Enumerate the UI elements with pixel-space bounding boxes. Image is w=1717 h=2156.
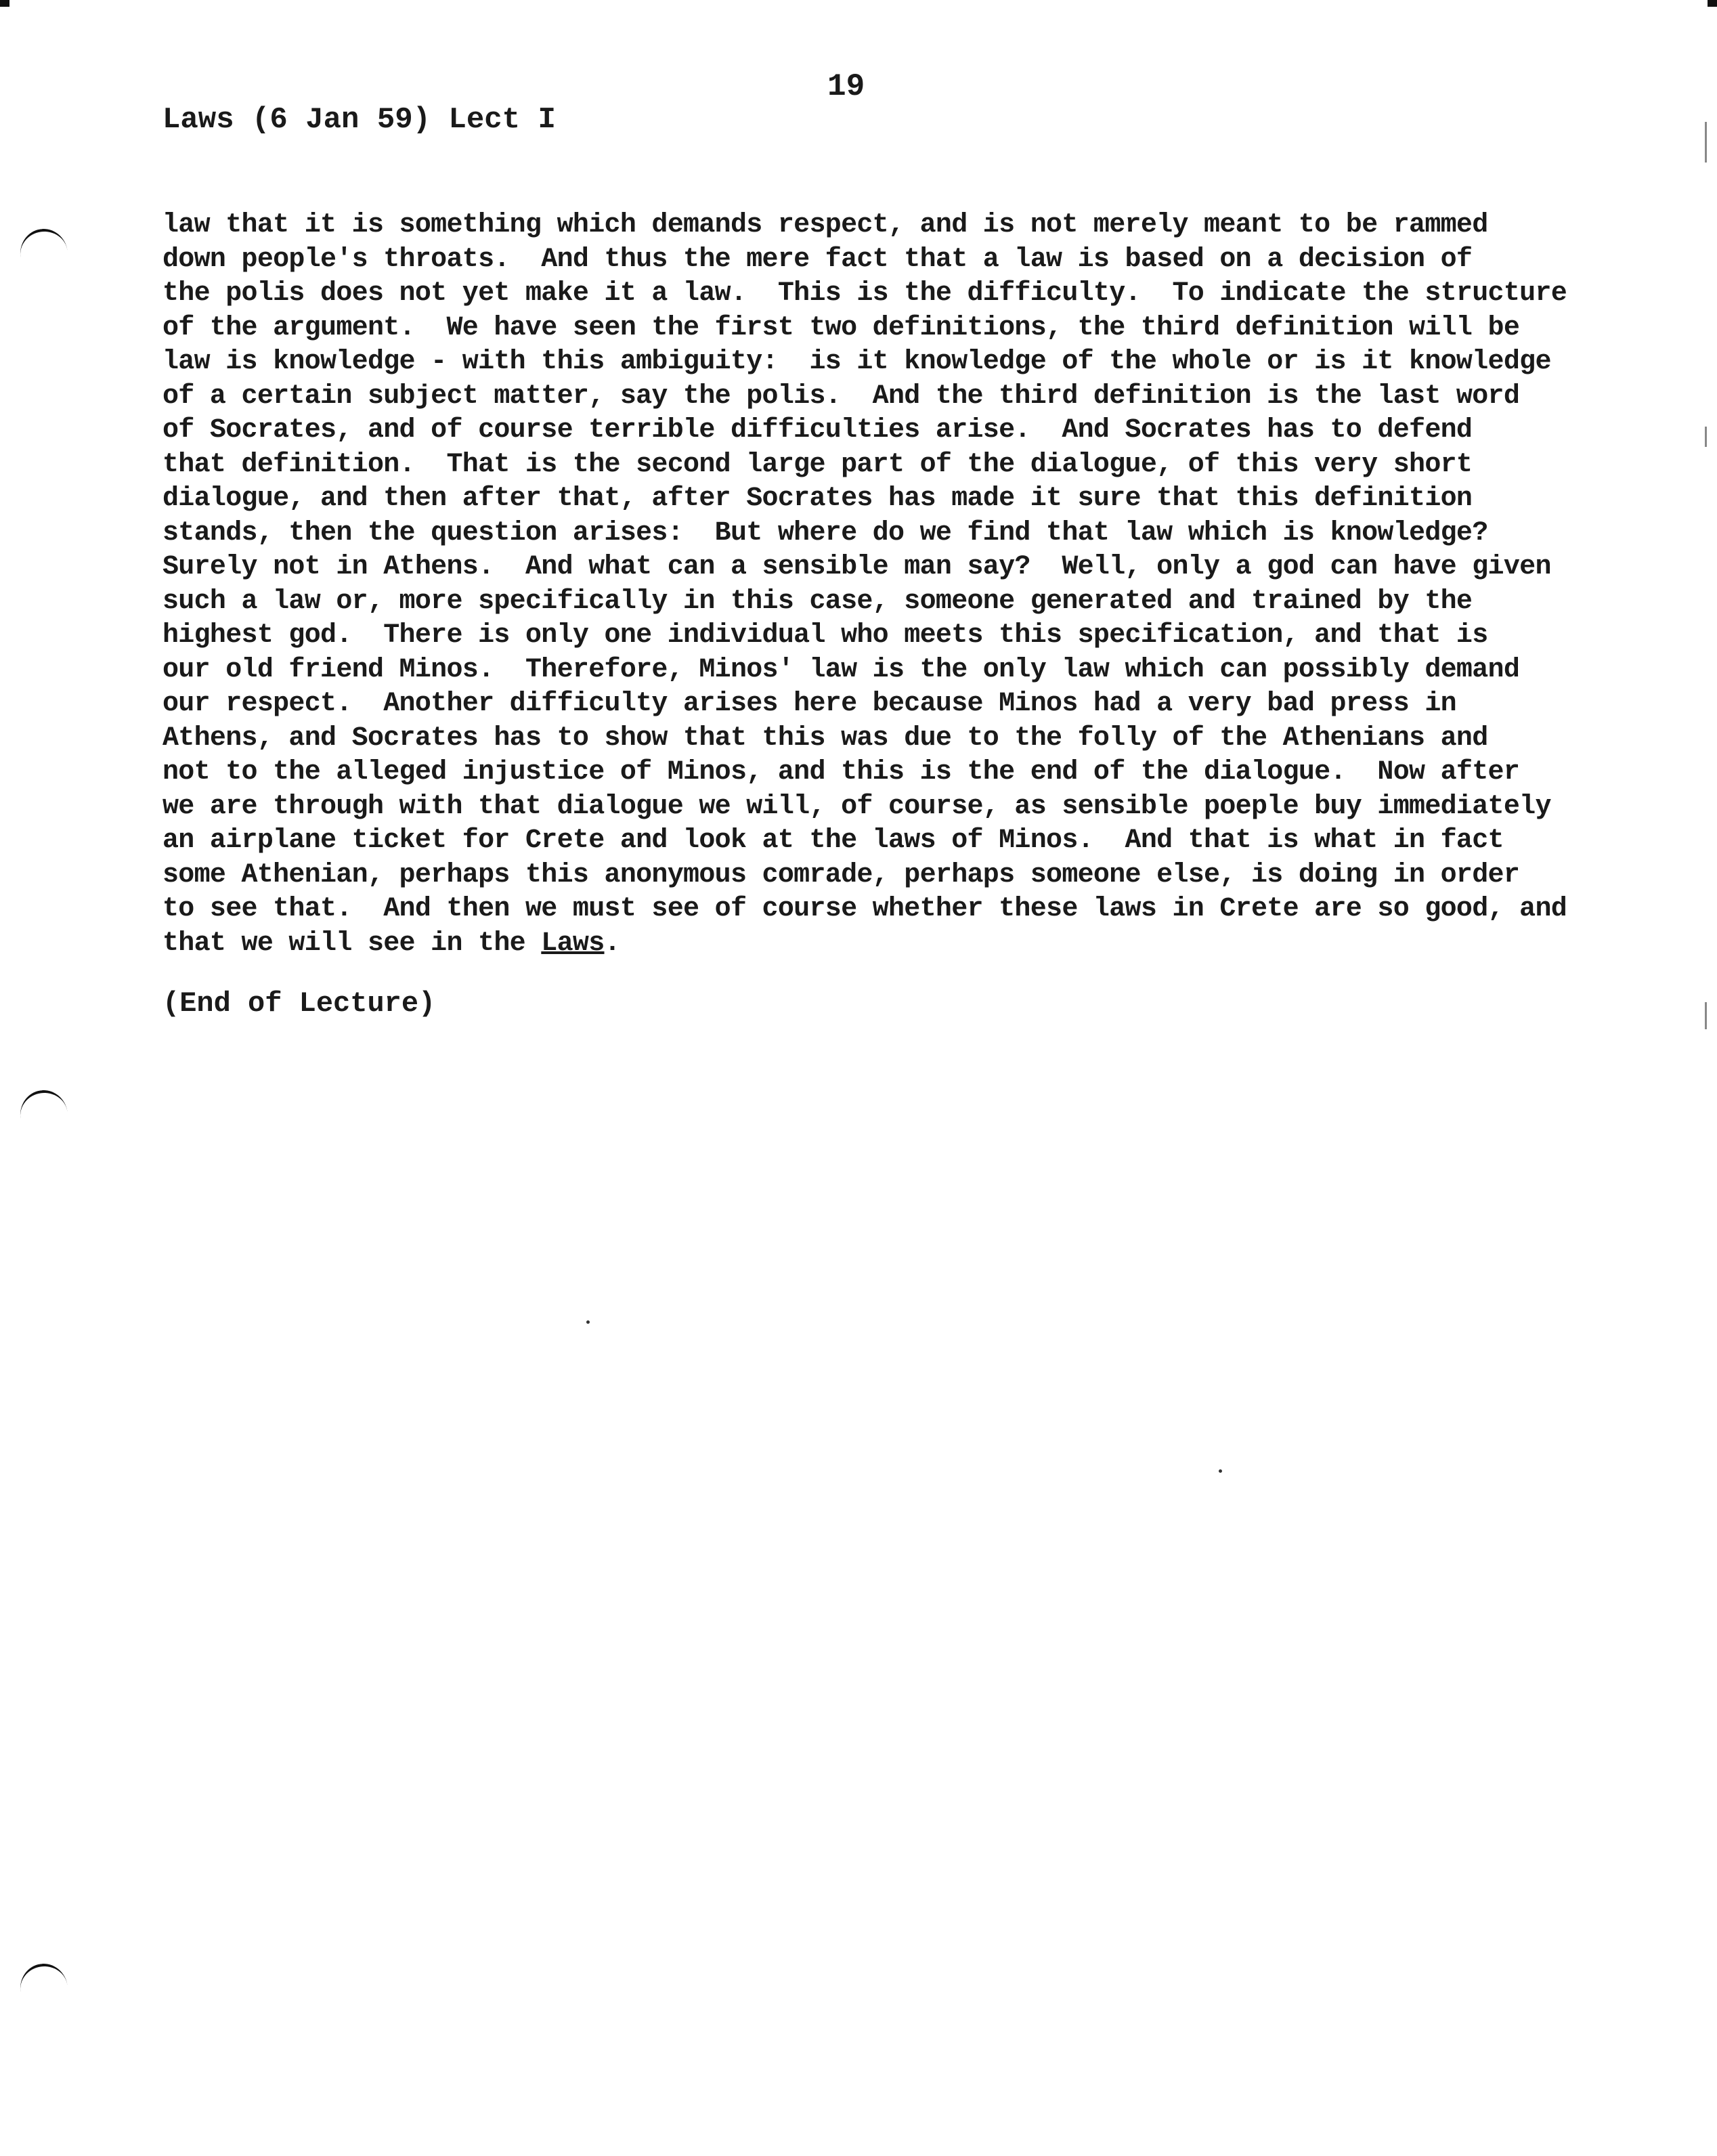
edge-mark <box>1705 122 1707 163</box>
text-line: of the argument. We have seen the first two definitions, the third definition will be <box>162 312 1520 343</box>
text-line: an airplane ticket for Crete and look at the laws of Minos. And that is what in fact <box>162 825 1504 856</box>
text-line-last <box>162 927 1693 962</box>
punch-hole-arc-top <box>17 225 71 282</box>
last-line-prefix: that we will see in the <box>162 928 542 959</box>
text-line: such a law or, more specifically in this case, someone generated and trained by the <box>162 586 1473 617</box>
last-line-suffix: . <box>604 928 620 959</box>
text-line: law that it is something which demands respect, and is not merely meant to be rammed <box>162 210 1488 240</box>
edge-mark <box>1705 1002 1707 1029</box>
book-title-laws: Laws <box>541 928 605 959</box>
speck <box>1219 1469 1222 1473</box>
text-line: down people's throats. And thus the mere fact that a law is based on a decision of <box>162 244 1473 275</box>
text-line: of Socrates, and of course terrible difficulties arise. And Socrates has to defend <box>162 415 1473 446</box>
speck <box>586 1320 590 1324</box>
punch-hole-arc-middle <box>17 1087 71 1143</box>
text-line: that definition. That is the second large part of the dialogue, of this very short <box>162 449 1473 480</box>
text-line: some Athenian, perhaps this anonymous comrade, perhaps someone else, is doing in order <box>162 859 1520 890</box>
body-text <box>162 209 1693 961</box>
text-line: to see that. And then we must see of course whether these laws in Crete are so good, and <box>162 894 1567 924</box>
text-line: law is knowledge - with this ambiguity: is it knowledge of the whole or is it knowledge <box>162 347 1551 377</box>
text-line: Athens, and Socrates has to show that this was due to the folly of the Athenians and <box>162 723 1488 754</box>
text-line: our respect. Another difficulty arises here because Minos had a very bad press in <box>162 689 1456 719</box>
text-line: our old friend Minos. Therefore, Minos' law is the only law which can possibly demand <box>162 654 1520 685</box>
text-line: the polis does not yet make it a law. This is the difficulty. To indicate the structure <box>162 278 1567 309</box>
text-line: stands, then the question arises: But where do we find that law which is knowledge? <box>162 517 1488 548</box>
text-line: highest god. There is only one individual who meets this specification, and that is <box>162 620 1488 651</box>
punch-hole-arc-bottom <box>17 1960 71 2017</box>
running-head: Laws (6 Jan 59) Lect I <box>162 103 556 137</box>
text-line: not to the alleged injustice of Minos, and this is the end of the dialogue. Now after <box>162 757 1520 788</box>
text-line: of a certain subject matter, say the polis. And the third definition is the last word <box>162 381 1520 412</box>
corner-mark-left <box>0 0 9 7</box>
edge-mark <box>1705 427 1707 447</box>
text-line: we are through with that dialogue we will, of course, as sensible poeple buy immediately <box>162 791 1551 822</box>
page-number: 19 <box>827 69 865 104</box>
end-of-lecture-note: (End of Lecture) <box>162 987 436 1020</box>
corner-mark-right <box>1708 0 1717 7</box>
text-line: dialogue, and then after that, after Socrates has made it sure that this definition <box>162 483 1473 514</box>
text-line: Surely not in Athens. And what can a sensible man say? Well, only a god can have given <box>162 552 1551 582</box>
